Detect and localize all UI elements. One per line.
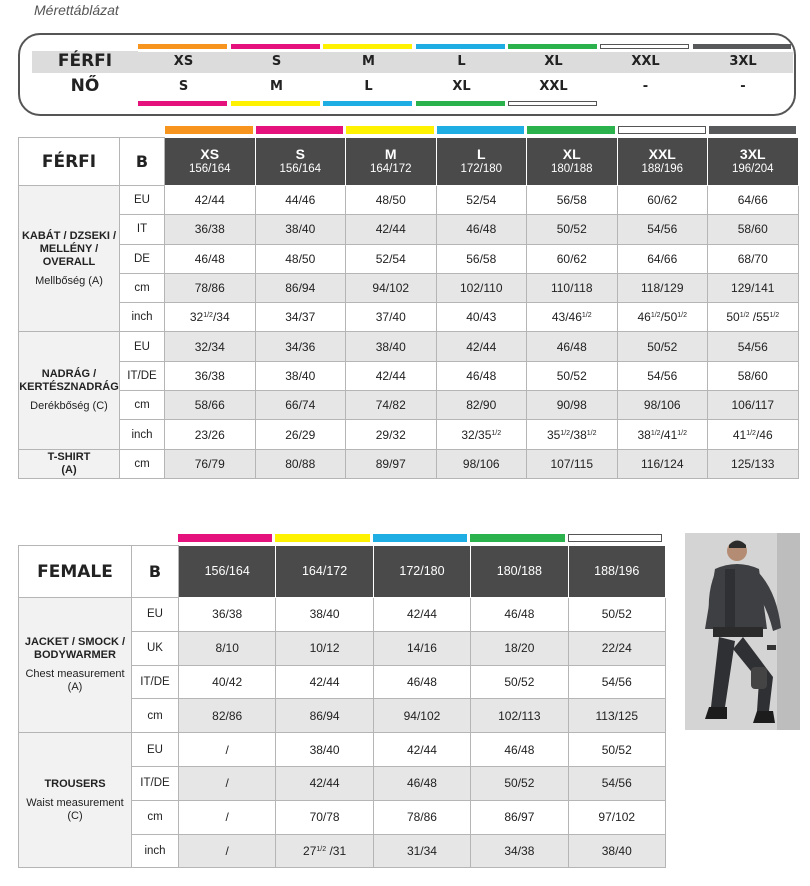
size-column-header (617, 138, 708, 186)
size-value-cell: 34/37 (255, 303, 346, 332)
summary-size-cell: S (138, 77, 229, 98)
size-value-cell: 78/86 (165, 273, 256, 302)
size-value-cell: 26/29 (255, 420, 346, 449)
size-value-cell: 38/40 (276, 598, 373, 632)
size-value-cell: 42/44 (373, 598, 470, 632)
size-column-header (346, 138, 437, 186)
worker-figure (685, 533, 800, 730)
size-color-bar (508, 44, 597, 49)
size-color-bar (618, 126, 706, 134)
table-row (19, 186, 799, 215)
size-value-cell: 36/38 (165, 215, 256, 244)
size-color-bar (437, 126, 525, 134)
male-color-bars (164, 126, 798, 134)
size-value-cell: 42/44 (373, 733, 470, 767)
size-value-cell: 54/56 (568, 665, 665, 699)
size-value-cell: 38/40 (255, 215, 346, 244)
size-color-bar (165, 126, 253, 134)
size-value-cell: 50/52 (568, 598, 665, 632)
size-value-cell: 46/48 (373, 766, 470, 800)
summary-size-cell: XXL (508, 77, 599, 98)
size-color-bar (138, 44, 227, 49)
male-size-table (18, 137, 799, 479)
measurement-label: (A) (61, 463, 77, 476)
unit-label: inch (120, 420, 165, 449)
measurement-label: Mellbőség (A) (35, 274, 103, 287)
size-column-header (708, 138, 799, 186)
size-value-cell: 8/10 (179, 631, 276, 665)
size-value-cell: 38/40 (568, 834, 665, 868)
size-value-cell: 86/97 (471, 800, 568, 834)
size-value-cell: 54/56 (708, 332, 799, 361)
size-label: 3XL (739, 145, 766, 162)
size-color-bar (231, 101, 320, 106)
table-row (19, 332, 799, 361)
size-color-bar (508, 101, 597, 106)
summary-size-cell: S (231, 52, 322, 73)
size-column-header: 180/188 (471, 546, 568, 598)
garment-group-jacket-smock-bodywarmer (19, 598, 132, 733)
female-color-bars (177, 534, 664, 542)
garment-group-t-shirt (19, 449, 120, 478)
summary-size-cell: - (600, 77, 691, 98)
size-value-cell: 54/56 (568, 766, 665, 800)
size-value-cell: 56/58 (527, 186, 618, 215)
size-value-cell: 60/62 (527, 244, 618, 273)
size-value-cell: 68/70 (708, 244, 799, 273)
unit-label: EU (132, 598, 179, 632)
size-value-cell: 74/82 (346, 391, 437, 420)
size-value-cell: 52/54 (436, 186, 527, 215)
size-label: XL (562, 145, 581, 162)
size-value-cell: 36/38 (179, 598, 276, 632)
size-value-cell: 44/46 (255, 186, 346, 215)
size-color-bar (600, 44, 689, 49)
size-value-cell: 94/102 (346, 273, 437, 302)
model-photo (685, 533, 800, 730)
summary-size-cell: L (323, 77, 414, 98)
size-value-cell: 18/20 (471, 631, 568, 665)
size-value-cell: 50/52 (617, 332, 708, 361)
size-color-bar (138, 101, 227, 106)
summary-size-cell: M (231, 77, 322, 98)
size-value-cell: 54/56 (617, 215, 708, 244)
unit-label: inch (120, 303, 165, 332)
summary-size-cell: XXL (600, 52, 691, 73)
size-label: M (384, 145, 397, 162)
height-range: 172/180 (460, 162, 503, 175)
size-value-cell: 94/102 (373, 699, 470, 733)
summary-size-cell: XL (508, 52, 599, 73)
size-value-cell: $38^{1/2}/41^{1/2}$ (617, 420, 708, 449)
size-value-cell: 125/133 (708, 449, 799, 478)
size-value-cell: 29/32 (346, 420, 437, 449)
summary-row-label: FÉRFI (32, 51, 138, 72)
size-value-cell: 32/34 (165, 332, 256, 361)
size-color-bar (231, 44, 320, 49)
size-value-cell: $32^{1/2}/34$ (165, 303, 256, 332)
size-value-cell: 86/94 (276, 699, 373, 733)
size-color-bar (275, 534, 369, 542)
size-value-cell: 42/44 (346, 215, 437, 244)
garment-group-kabat-dzseki-melleny-overall (19, 186, 120, 332)
height-range: 164/172 (369, 162, 412, 175)
size-column-header: 164/172 (276, 546, 373, 598)
size-value-cell: 48/50 (346, 186, 437, 215)
garment-name: KABÁT / DZSEKI / MELLÉNY / OVERALL (21, 229, 117, 268)
size-value-cell: 42/44 (276, 766, 373, 800)
b-column-header: B (132, 546, 179, 598)
unit-label: EU (120, 186, 165, 215)
unit-label: IT/DE (132, 665, 179, 699)
table-row (19, 391, 799, 420)
size-value-cell: 98/106 (617, 391, 708, 420)
size-label: L (476, 145, 486, 162)
size-value-cell: 90/98 (527, 391, 618, 420)
garment-name: JACKET / SMOCK / BODYWARMER (24, 636, 126, 662)
unit-label: cm (132, 800, 179, 834)
unit-label: IT/DE (120, 361, 165, 390)
measurement-label: Chest measurement (A) (25, 668, 125, 694)
size-value-cell: 31/34 (373, 834, 470, 868)
unit-label: IT/DE (132, 766, 179, 800)
size-color-bar (178, 534, 272, 542)
size-value-cell: 58/60 (708, 215, 799, 244)
summary-size-cell: XL (416, 77, 507, 98)
summary-size-cell: M (323, 52, 414, 73)
garment-name: T-SHIRT (47, 450, 91, 463)
measurement-label: Derékbőség (C) (30, 400, 108, 413)
size-value-cell: 42/44 (346, 361, 437, 390)
size-value-cell: / (179, 800, 276, 834)
size-value-cell: / (179, 766, 276, 800)
size-value-cell: 46/48 (471, 733, 568, 767)
size-value-cell: $27^{1/2}$ /31 (276, 834, 373, 868)
size-value-cell: 22/24 (568, 631, 665, 665)
unit-label: IT (120, 215, 165, 244)
size-value-cell: 10/12 (276, 631, 373, 665)
size-value-cell: 46/48 (373, 665, 470, 699)
size-value-cell: 37/40 (346, 303, 437, 332)
female-size-table (18, 545, 666, 868)
size-value-cell: 40/42 (179, 665, 276, 699)
size-value-cell: 34/36 (255, 332, 346, 361)
size-value-cell: 42/44 (436, 332, 527, 361)
size-value-cell: 86/94 (255, 273, 346, 302)
garment-name: TROUSERS (44, 777, 106, 790)
size-column-header: 156/164 (179, 546, 276, 598)
summary-size-cell: 3XL (693, 52, 793, 73)
size-column-header (165, 138, 256, 186)
size-value-cell: 50/52 (471, 766, 568, 800)
garment-group-nadrag-kertesznadrag (19, 332, 120, 449)
table-row (19, 449, 799, 478)
summary-row-label: NŐ (32, 76, 138, 97)
summary-size-cell: - (693, 77, 793, 98)
size-color-bar (568, 534, 662, 542)
size-column-header (527, 138, 618, 186)
summary-size-cell: XS (138, 52, 229, 73)
size-value-cell: $50^{1/2}$ $/55^{1/2}$ (708, 303, 799, 332)
size-color-bar (470, 534, 564, 542)
garment-group-trousers (19, 733, 132, 868)
size-value-cell: 102/110 (436, 273, 527, 302)
unit-label: cm (120, 449, 165, 478)
size-value-cell: 50/52 (568, 733, 665, 767)
size-value-cell: 58/60 (708, 361, 799, 390)
size-value-cell: 118/129 (617, 273, 708, 302)
table-corner-label: FÉRFI (19, 138, 120, 186)
height-range: 196/204 (731, 162, 774, 175)
height-range: 156/164 (188, 162, 231, 175)
page-title: Mérettáblázat (34, 2, 119, 18)
size-column-header (255, 138, 346, 186)
size-value-cell: 36/38 (165, 361, 256, 390)
size-value-cell: 107/115 (527, 449, 618, 478)
size-value-cell: 50/52 (471, 665, 568, 699)
height-range: 156/164 (279, 162, 322, 175)
size-column-header: 188/196 (568, 546, 665, 598)
table-row (19, 215, 799, 244)
size-value-cell: 102/113 (471, 699, 568, 733)
size-value-cell: 52/54 (346, 244, 437, 273)
unit-label: cm (120, 273, 165, 302)
unit-label: UK (132, 631, 179, 665)
table-row (19, 244, 799, 273)
size-column-header: 172/180 (373, 546, 470, 598)
b-column-header: B (120, 138, 165, 186)
table-row (19, 420, 799, 449)
size-value-cell: 46/48 (436, 361, 527, 390)
size-value-cell: 78/86 (373, 800, 470, 834)
size-value-cell: 46/48 (471, 598, 568, 632)
size-value-cell: 14/16 (373, 631, 470, 665)
size-value-cell: 80/88 (255, 449, 346, 478)
size-value-cell: 42/44 (276, 665, 373, 699)
size-value-cell: 89/97 (346, 449, 437, 478)
size-value-cell: 66/74 (255, 391, 346, 420)
size-value-cell: 48/50 (255, 244, 346, 273)
table-row (19, 598, 666, 632)
size-value-cell: 46/48 (436, 215, 527, 244)
size-color-bar (346, 126, 434, 134)
size-color-bar (373, 534, 467, 542)
garment-name: NADRÁG / KERTÉSZNADRÁG (19, 368, 119, 394)
unit-label: cm (132, 699, 179, 733)
size-value-cell: $46^{1/2}/50^{1/2}$ (617, 303, 708, 332)
size-color-bar (527, 126, 615, 134)
size-value-cell: 106/117 (708, 391, 799, 420)
size-value-cell: 76/79 (165, 449, 256, 478)
table-corner-label: FEMALE (19, 546, 132, 598)
size-value-cell: 40/43 (436, 303, 527, 332)
size-value-cell: 64/66 (708, 186, 799, 215)
size-value-cell: $41^{1/2}/46$ (708, 420, 799, 449)
size-value-cell: 97/102 (568, 800, 665, 834)
size-color-bar (323, 44, 412, 49)
size-column-header (436, 138, 527, 186)
size-value-cell: 56/58 (436, 244, 527, 273)
height-range: 188/196 (641, 162, 684, 175)
size-value-cell: 46/48 (165, 244, 256, 273)
size-label: XXL (648, 145, 676, 162)
size-value-cell: 34/38 (471, 834, 568, 868)
size-label: XS (200, 145, 220, 162)
size-color-bar (416, 44, 505, 49)
size-value-cell: 38/40 (276, 733, 373, 767)
size-value-cell: / (179, 733, 276, 767)
height-range: 180/188 (550, 162, 593, 175)
unit-label: cm (120, 391, 165, 420)
size-value-cell: 110/118 (527, 273, 618, 302)
size-value-cell: $35^{1/2}/38^{1/2}$ (527, 420, 618, 449)
size-label: S (295, 145, 305, 162)
size-value-cell: / (179, 834, 276, 868)
unit-label: EU (132, 733, 179, 767)
size-value-cell: 23/26 (165, 420, 256, 449)
size-color-bar (256, 126, 344, 134)
table-row (19, 361, 799, 390)
size-value-cell: 82/90 (436, 391, 527, 420)
size-value-cell: 50/52 (527, 361, 618, 390)
size-color-bar (416, 101, 505, 106)
size-value-cell: 129/141 (708, 273, 799, 302)
size-value-cell: 64/66 (617, 244, 708, 273)
size-value-cell: 46/48 (527, 332, 618, 361)
size-value-cell: 60/62 (617, 186, 708, 215)
size-value-cell: 54/56 (617, 361, 708, 390)
size-value-cell: 50/52 (527, 215, 618, 244)
size-value-cell: 58/66 (165, 391, 256, 420)
size-value-cell: 113/125 (568, 699, 665, 733)
measurement-label: Waist measurement (C) (26, 796, 124, 822)
size-value-cell: 42/44 (165, 186, 256, 215)
size-value-cell: 82/86 (179, 699, 276, 733)
summary-size-cell: L (416, 52, 507, 73)
size-value-cell: $32/35^{1/2}$ (436, 420, 527, 449)
size-value-cell: 38/40 (255, 361, 346, 390)
size-value-cell: 70/78 (276, 800, 373, 834)
size-value-cell: 116/124 (617, 449, 708, 478)
size-value-cell: $43/46^{1/2}$ (527, 303, 618, 332)
table-row (19, 733, 666, 767)
size-color-bar (709, 126, 797, 134)
unit-label: DE (120, 244, 165, 273)
unit-label: inch (132, 834, 179, 868)
unit-label: EU (120, 332, 165, 361)
table-row (19, 303, 799, 332)
size-value-cell: 38/40 (346, 332, 437, 361)
size-color-bar (323, 101, 412, 106)
size-color-bar (693, 44, 791, 49)
size-value-cell: 98/106 (436, 449, 527, 478)
table-row (19, 273, 799, 302)
